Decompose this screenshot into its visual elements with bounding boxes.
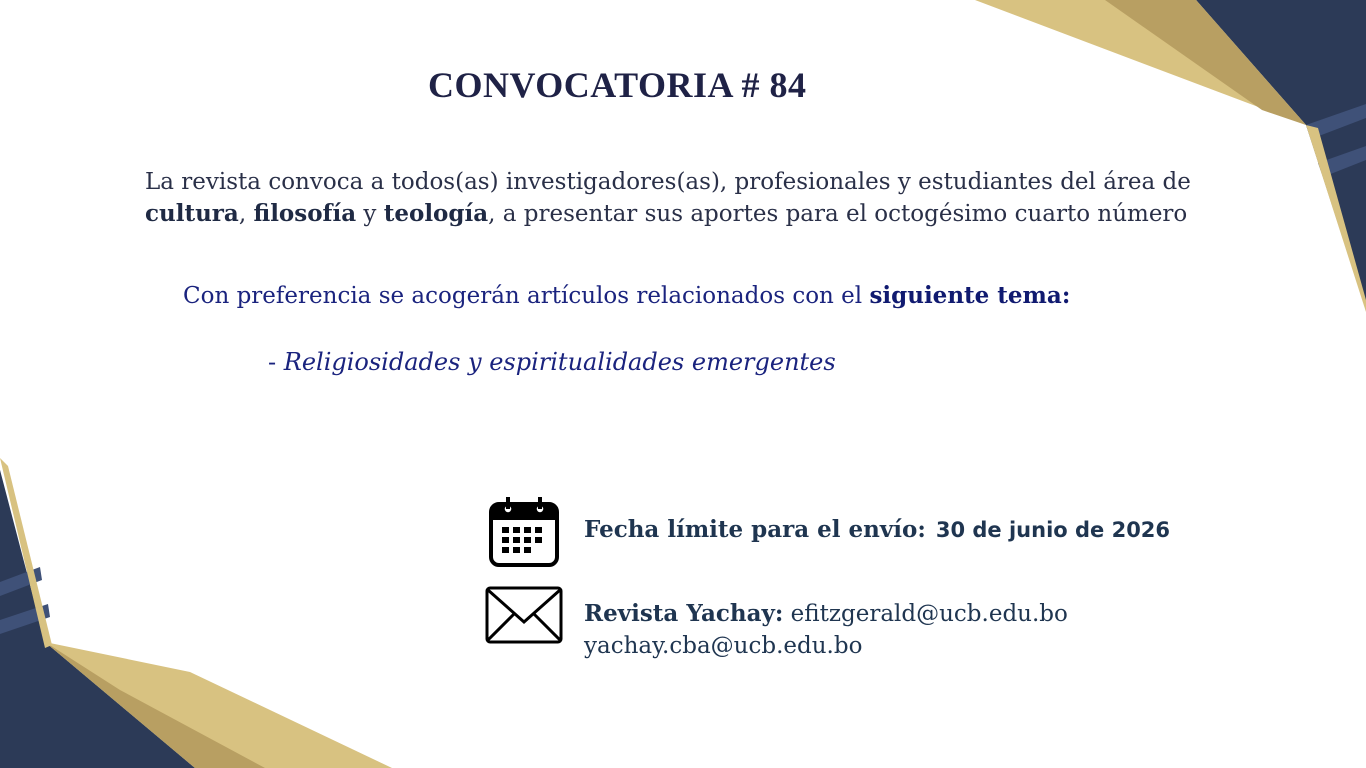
preference-statement [183,282,1070,309]
preference-bold: siguiente tema [869,282,1062,309]
area-teologia: teología [383,200,489,227]
topic-dash: - [268,348,284,376]
intro-text-end: , a presentar sus aportes para el octogésimo cuarto número [488,201,1188,227]
preference-colon: : [1061,282,1071,309]
page-title: CONVOCATORIA # 84 [428,65,807,105]
intro-separator: y [356,201,384,227]
area-filosofia: filosofía [253,200,357,227]
topic-item [268,348,836,376]
intro-separator: , [238,201,254,227]
deadline-label: Fecha límite para el envío: [584,516,926,543]
contact-email-1[interactable]: efitzgerald@ucb.edu.bo [790,601,1068,627]
envelope-icon [485,586,563,644]
intro-paragraph [145,166,1265,230]
deadline-date: 30 de junio de 2026 [935,518,1171,542]
deadline-row [584,516,1170,543]
preference-text: Con preferencia se acogerán artículos relacionados con el [183,283,870,309]
intro-text: La revista convoca a todos(as) investigadores(as), profesionales y estudiantes del área de [145,169,1191,195]
contact-email-2[interactable]: yachay.cba@ucb.edu.bo [584,633,863,659]
contact-label: Revista Yachay: [584,600,784,627]
topic-text: Religiosidades y espiritualidades emergentes [283,348,836,376]
calendar-icon [488,496,560,568]
area-cultura: cultura [145,200,239,227]
contact-block [584,598,1068,662]
